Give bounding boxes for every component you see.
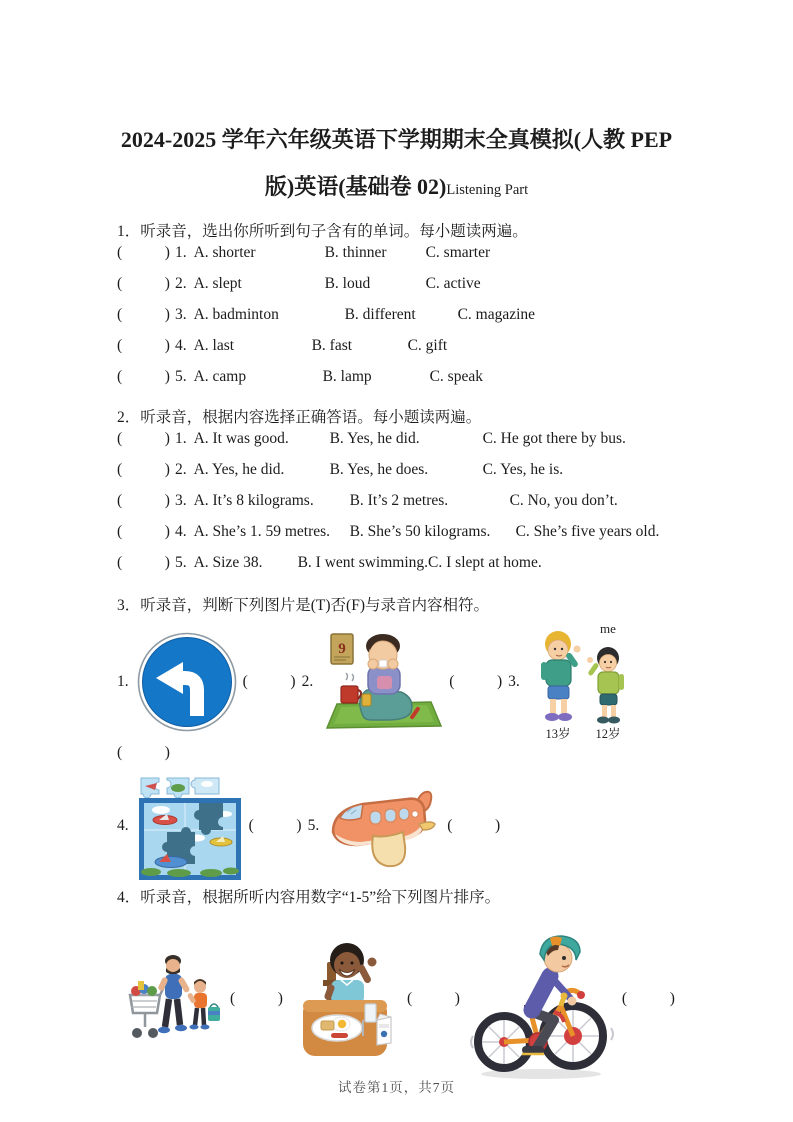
option-b: B. I went swimming. [297, 554, 429, 571]
paper-title-line2 [0, 163, 793, 214]
two-boys-image [528, 622, 640, 742]
question-number: 2. [174, 275, 187, 292]
section3-image-row-2 [117, 770, 733, 882]
answer-blank: ( ) [117, 430, 170, 447]
question-row [117, 337, 733, 368]
left-boy-age-caption: 13岁 [545, 727, 571, 741]
family-shopping-image [120, 951, 224, 1047]
answer-blank: ( ) [117, 554, 170, 571]
question-row [117, 368, 733, 399]
paper-title [0, 116, 793, 214]
option-c: C. magazine [457, 306, 536, 323]
option-b: B. Yes, he does. [329, 461, 429, 478]
me-caption: me [599, 622, 616, 636]
answer-blank: ( ) [449, 673, 503, 690]
section3-item3-blank-row [117, 744, 733, 768]
answer-blank: ( ) [117, 492, 170, 509]
option-a: A. badminton [193, 306, 279, 323]
answer-blank: ( ) [117, 306, 170, 323]
option-a: A. She’s 1. 59 metres. [193, 523, 331, 540]
option-a: A. camp [193, 368, 247, 385]
question-number: 1. [174, 430, 187, 447]
answer-blank: ( ) [230, 990, 283, 1007]
option-c: C. active [425, 275, 481, 292]
option-c: C. No, you don’t. [509, 492, 618, 509]
page-footer: 试卷第1页，共7页 [338, 1080, 455, 1095]
option-c: C. He got there by bus. [482, 430, 626, 447]
question-number: 2. [174, 461, 187, 478]
option-b: B. different [344, 306, 416, 323]
answer-blank: ( ) [406, 990, 460, 1007]
item-number: 2. [301, 673, 314, 690]
answer-blank: ( ) [242, 673, 296, 690]
paper-title-line1: 2024-2025 学年六年级英语下学期期末全真模拟(人教 PEP [120, 127, 673, 152]
item-number: 5. [307, 817, 320, 834]
answer-blank: ( ) [447, 817, 501, 834]
orange-airplane-image [327, 782, 441, 870]
section1-heading: 1．听录音，选出你所听到句子含有的单词。每小题读两遍。 [117, 223, 528, 240]
option-b: B. She’s 50 kilograms. [349, 523, 491, 540]
option-a: A. Yes, he did. [193, 461, 285, 478]
option-b: B. lamp [322, 368, 372, 385]
question-number: 3. [174, 492, 187, 509]
question-number: 5. [174, 554, 187, 571]
section2-questions [117, 430, 733, 585]
option-c: C. smarter [425, 244, 491, 261]
option-b: B. thinner [324, 244, 387, 261]
answer-blank: ( ) [117, 244, 170, 261]
question-row [117, 306, 733, 337]
section2-heading: 2．听录音，根据内容选择正确答语。每小题读两遍。 [117, 409, 482, 426]
question-row [117, 244, 733, 275]
item-number: 4. [117, 817, 129, 834]
option-b: B. fast [311, 337, 353, 354]
option-c: C. Yes, he is. [482, 461, 564, 478]
airplane-puzzle-image [137, 770, 243, 882]
question-row [117, 492, 733, 523]
sick-boy-image [321, 628, 443, 736]
option-c: C. She’s five years old. [515, 523, 660, 540]
answer-blank: ( ) [621, 990, 675, 1007]
answer-blank: ( ) [117, 337, 170, 354]
option-a: A. It’s 8 kilograms. [193, 492, 314, 509]
section3-image-row-1 [117, 622, 733, 742]
question-number: 4. [174, 523, 187, 540]
section4-heading: 4．听录音，根据所听内容用数字“1-5”给下列图片排序。 [117, 889, 501, 906]
answer-blank: ( ) [117, 523, 170, 540]
left-turn-sign-image [137, 632, 237, 732]
question-number: 4. [174, 337, 187, 354]
option-a: A. slept [193, 275, 242, 292]
answer-blank: ( ) [117, 275, 170, 292]
option-a: A. last [193, 337, 235, 354]
question-row [117, 430, 733, 461]
option-a: A. shorter [193, 244, 256, 261]
answer-blank: ( ) [248, 817, 302, 834]
answer-blank: ( ) [117, 461, 170, 478]
section4-image-row [120, 916, 733, 1082]
calendar-day-label: 9 [338, 641, 346, 657]
option-c: C. I slept at home. [428, 554, 542, 571]
boy-cycling-image [466, 916, 616, 1082]
listening-part-label: Listening Part [446, 182, 529, 198]
question-number: 3. [174, 306, 187, 323]
section3-heading: 3．听录音，判断下列图片是(T)否(F)与录音内容相符。 [117, 597, 489, 614]
question-row [117, 275, 733, 306]
paper-title-line2-text: 版)英语(基础卷 02) [264, 174, 447, 199]
section1-questions [117, 244, 733, 399]
item-number: 3. [508, 673, 520, 690]
option-a: A. Size 38. [193, 554, 263, 571]
boy-breakfast-image [289, 936, 401, 1062]
question-number: 1. [174, 244, 187, 261]
option-c: C. gift [407, 337, 448, 354]
question-row [117, 461, 733, 492]
answer-blank: ( ) [117, 368, 170, 385]
option-b: B. loud [324, 275, 371, 292]
item-number: 1. [117, 673, 129, 690]
option-b: B. Yes, he did. [329, 430, 420, 447]
option-b: B. It’s 2 metres. [349, 492, 449, 509]
question-number: 5. [174, 368, 187, 385]
option-c: C. speak [429, 368, 483, 385]
option-a: A. It was good. [193, 430, 289, 447]
question-row [117, 554, 733, 585]
answer-blank: ( ) [117, 744, 170, 761]
right-boy-age-caption: 12岁 [595, 727, 621, 741]
question-row [117, 523, 733, 554]
